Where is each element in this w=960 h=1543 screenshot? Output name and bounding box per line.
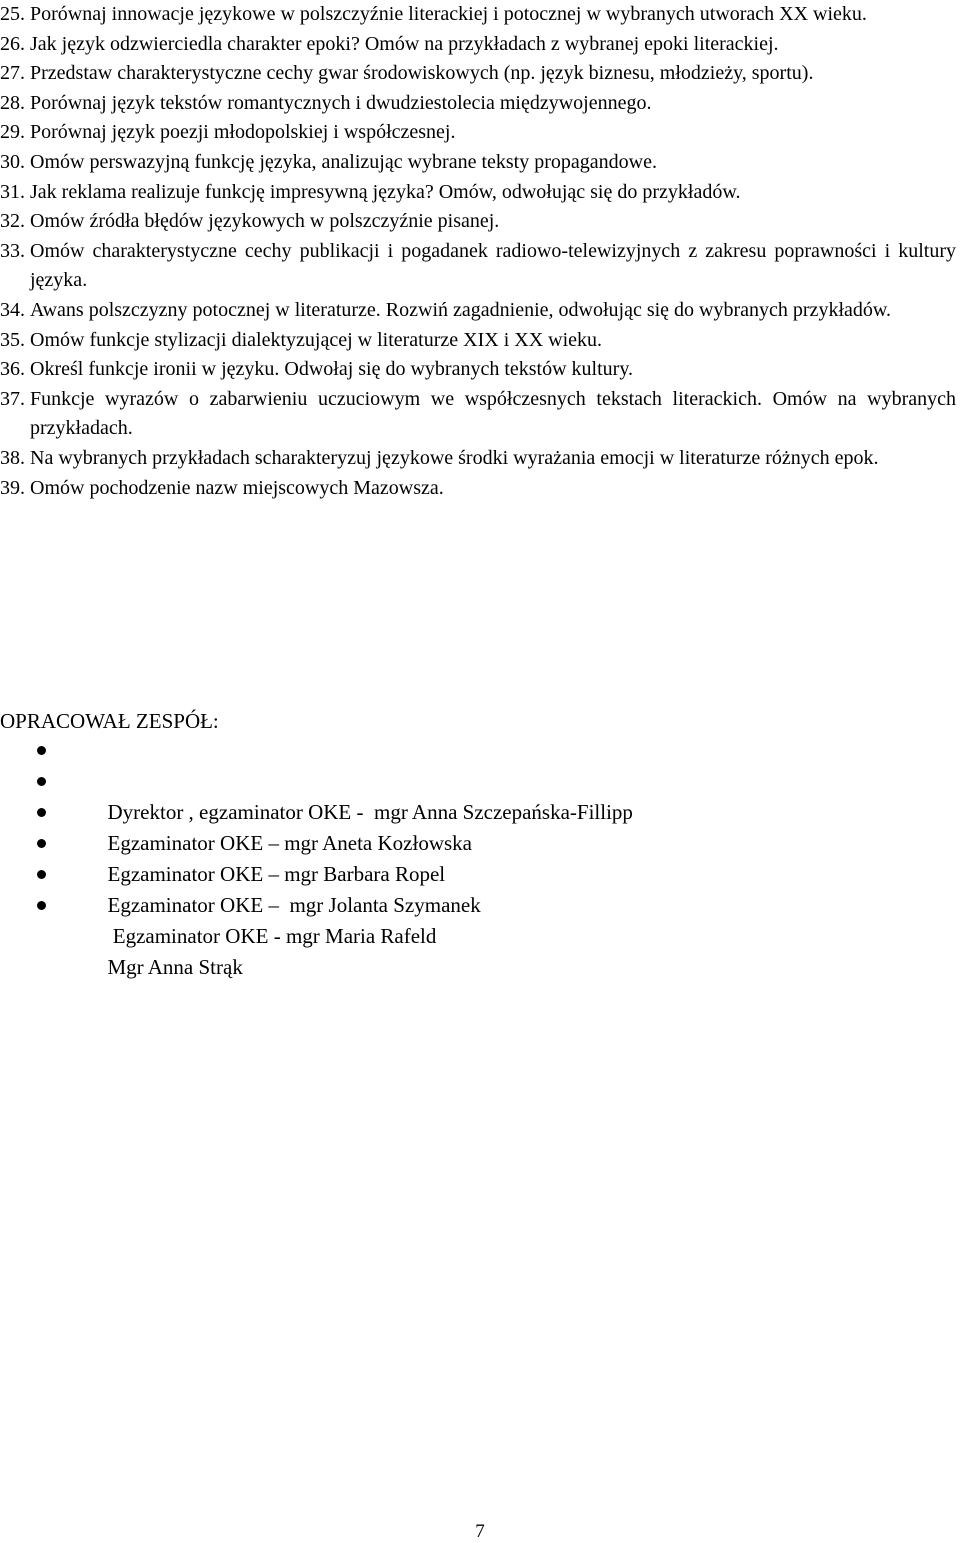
- bullet-icon: [37, 777, 46, 786]
- topic-number: 26.: [0, 32, 25, 55]
- team-list: [0, 735, 900, 979]
- topic-number: 28.: [0, 91, 25, 114]
- topic-number: 31.: [0, 180, 25, 203]
- topic-item: [0, 207, 956, 237]
- topic-number: 32.: [0, 210, 25, 233]
- topic-item: [0, 89, 956, 119]
- team-member-text: Egzaminator OKE – mgr Barbara Ropel: [107, 862, 446, 886]
- topic-item: [0, 385, 956, 444]
- bullet-icon: [37, 839, 46, 848]
- topic-text: Określ funkcje ironii w języku. Odwołaj się do wybranych tekstów kultury.: [30, 358, 634, 381]
- topic-item: [0, 178, 956, 208]
- topic-item: [0, 296, 956, 326]
- topic-text: Przedstaw charakterystyczne cechy gwar środowiskowych (np. język biznesu, młodzieży, sportu).: [30, 62, 814, 85]
- topic-list: [0, 0, 956, 503]
- topic-text: Funkcje wyrazów o zabarwieniu uczuciowym we współczesnych tekstach literackich. Omów na wybranych przykładach.: [30, 387, 956, 440]
- topic-text: Porównaj innowacje językowe w polszczyźnie literackiej i potocznej w wybranych utworach XX wieku.: [30, 3, 867, 25]
- topic-number: 35.: [0, 328, 25, 351]
- topic-number: 33.: [0, 239, 25, 262]
- bullet-icon: [37, 746, 46, 755]
- team-member-text: Egzaminator OKE – mgr Aneta Kozłowska: [107, 831, 472, 855]
- team-member-text: Egzaminator OKE - mgr Maria Rafeld: [107, 924, 437, 948]
- topic-item: [0, 30, 956, 60]
- topic-text: Omów funkcje stylizacji dialektyzującej w literaturze XIX i XX wieku.: [30, 328, 603, 351]
- topic-item: [0, 326, 956, 356]
- topic-number: 30.: [0, 150, 25, 173]
- topic-item: [0, 237, 956, 296]
- topic-text: Omów perswazyjną funkcję języka, analizując wybrane teksty propagandowe.: [30, 150, 657, 173]
- bullet-icon: [37, 808, 46, 817]
- topic-text: Na wybranych przykładach scharakteryzuj językowe środki wyrażania emocji w literaturze różnych epok.: [30, 446, 879, 469]
- bullet-icon: [37, 901, 46, 910]
- topic-text: Omów charakterystyczne cechy publikacji i pogadanek radiowo-telewizyjnych z zakresu poprawności i kultury języka.: [30, 239, 956, 292]
- topic-text: Jak język odzwierciedla charakter epoki? Omów na przykładach z wybranej epoki literackiej.: [30, 32, 779, 55]
- team-member: [0, 735, 900, 824]
- topic-number: 39.: [0, 476, 25, 499]
- team-member-text: Dyrektor , egzaminator OKE - mgr Anna Szczepańska-Fillipp: [107, 800, 633, 824]
- topic-number: 29.: [0, 121, 25, 144]
- bullet-icon: [37, 870, 46, 879]
- topic-number: 27.: [0, 62, 25, 85]
- team-member-text: Mgr Anna Strąk: [107, 955, 243, 979]
- topic-item: [0, 355, 956, 385]
- topic-number: 36.: [0, 358, 25, 381]
- topic-text: Awans polszczyzny potocznej w literaturze. Rozwiń zagadnienie, odwołując się do wybranych przykładów.: [30, 298, 892, 321]
- topic-number: 25.: [0, 3, 25, 25]
- topic-item: [0, 59, 956, 89]
- team-heading: OPRACOWAŁ ZESPÓŁ:: [0, 709, 219, 733]
- topic-number: 37.: [0, 387, 25, 410]
- topic-number: 38.: [0, 446, 25, 469]
- topic-item: [0, 474, 956, 504]
- topic-text: Omów pochodzenie nazw miejscowych Mazowsza.: [30, 476, 444, 499]
- topic-item: [0, 148, 956, 178]
- topic-item: [0, 0, 956, 30]
- topic-number: 34.: [0, 298, 25, 321]
- page-number: 7: [475, 1521, 485, 1542]
- topic-item: [0, 118, 956, 148]
- team-member-text: Egzaminator OKE – mgr Jolanta Szymanek: [107, 893, 481, 917]
- topic-text: Omów źródła błędów językowych w polszczyźnie pisanej.: [30, 210, 500, 233]
- topic-text: Jak reklama realizuje funkcję impresywną języka? Omów, odwołując się do przykładów.: [30, 180, 741, 203]
- topic-item: [0, 444, 956, 474]
- topic-text: Porównaj język tekstów romantycznych i dwudziestolecia międzywojennego.: [30, 91, 652, 114]
- topic-text: Porównaj język poezji młodopolskiej i współczesnej.: [30, 121, 456, 144]
